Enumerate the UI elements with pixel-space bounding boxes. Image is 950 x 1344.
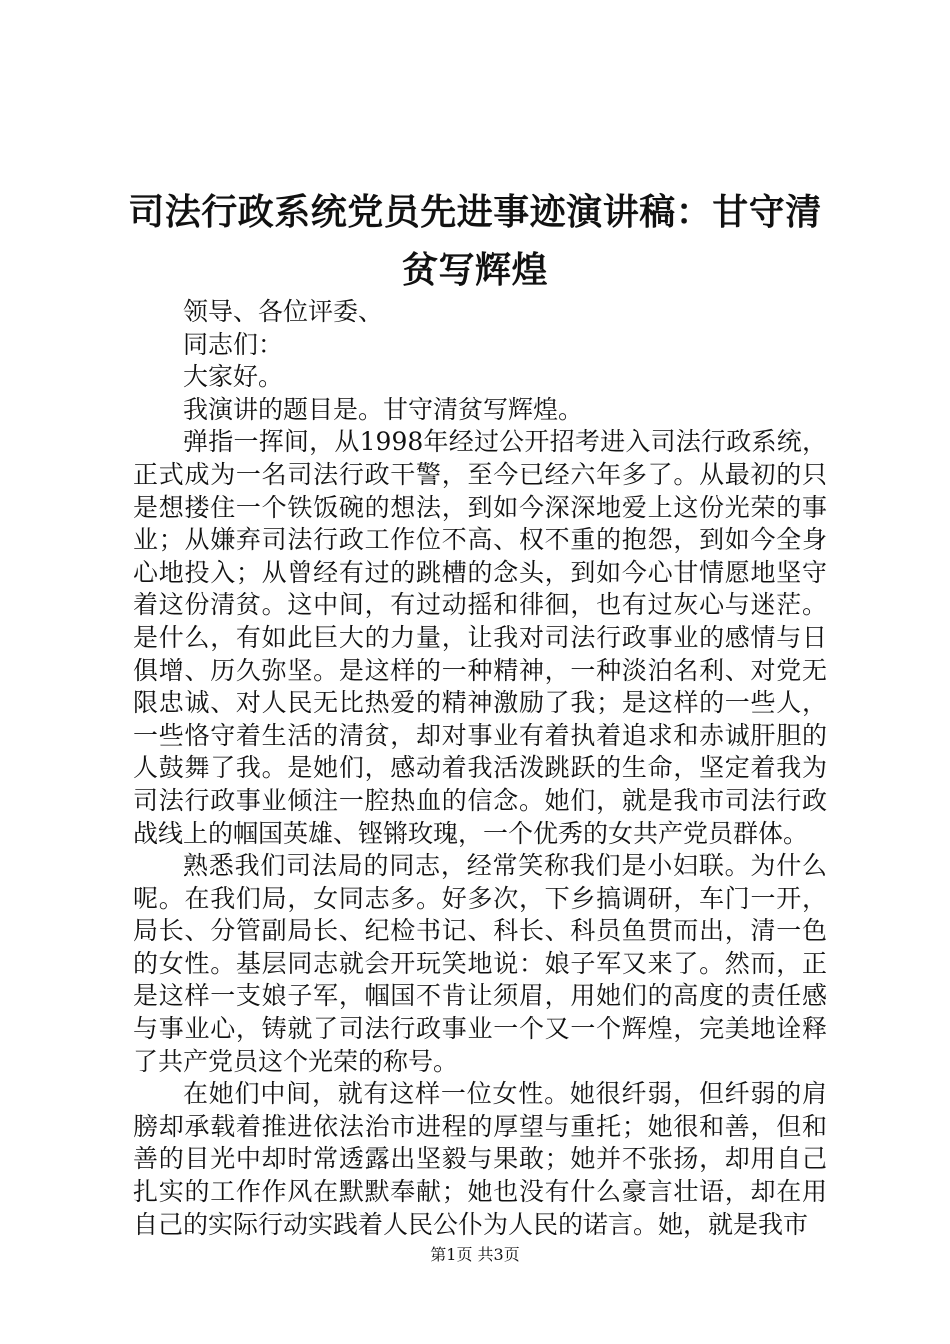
paragraph-greeting: 大家好。 — [183, 362, 284, 392]
paragraph-topic: 我演讲的题目是。甘守清贫写辉煌。 — [183, 394, 584, 424]
document-title: 司法行政系统党员先进事迹演讲稿：甘守清贫写辉煌 — [128, 191, 822, 291]
paragraph-body-2: 熟悉我们司法局的同志，经常笑称我们是小妇联。为什么呢。在我们局，女同志多。好多次，下乡搞调研，车门一开，局长、分管副局长、纪检书记、科长、科员鱼贯而出，清一色的女性。基层同志就会开玩笑地说：娘子军又来了。然而，正是这样一支娘子军，帼国不肯让须眉，用她们的高度的责任感与事业心，铸就了司法行政事业一个又一个辉煌，完美地诠释了共产党员这个光荣的称号。 — [133, 851, 827, 1076]
page-footer: 第1页 共3页 — [430, 1245, 520, 1264]
paragraph-body-3: 在她们中间，就有这样一位女性。她很纤弱，但纤弱的肩膀却承载着推进依法治市进程的厚望与重托；她很和善，但和善的目光中却时常透露出坚毅与果敢；她并不张扬，却用自己扎实的工作作风在默默奉献；她也没有什么豪言壮语，却在用自己的实际行动实践着人民公仆为人民的诺言。她，就是我市 — [133, 1079, 827, 1239]
paragraph-salutation-1: 领导、各位评委、 — [183, 297, 384, 326]
paragraph-salutation-2: 同志们： — [183, 329, 284, 359]
paragraph-body-1: 弹指一挥间，从1998年经过公开招考进入司法行政系统，正式成为一名司法行政干警，至今已经六年多了。从最初的只是想搂住一个铁饭碗的想法，到如今深深地爱上这份光荣的事业；从嫌弃司法行政工作位不高、权不重的抱怨，到如今全身心地投入；从曾经有过的跳槽的念头，到如今心甘情愿地坚守着这份清贫。这中间，有过动摇和徘徊，也有过灰心与迷茫。是什么，有如此巨大的力量，让我对司法行政事业的感情与日俱增、历久弥坚。是这样的一种精神，一种淡泊名利、对党无限忠诚、对人民无比热爱的精神激励了我；是这样的一些人，一些恪守着生活的清贫，却对事业有着执着追求和赤诚肝胆的人鼓舞了我。是她们，感动着我活泼跳跃的生命，坚定着我为司法行政事业倾注一腔热血的信念。她们，就是我市司法行政战线上的帼国英雄、铿锵玫瑰，一个优秀的女共产党员群体。 — [133, 427, 827, 848]
document-body — [133, 296, 827, 1241]
